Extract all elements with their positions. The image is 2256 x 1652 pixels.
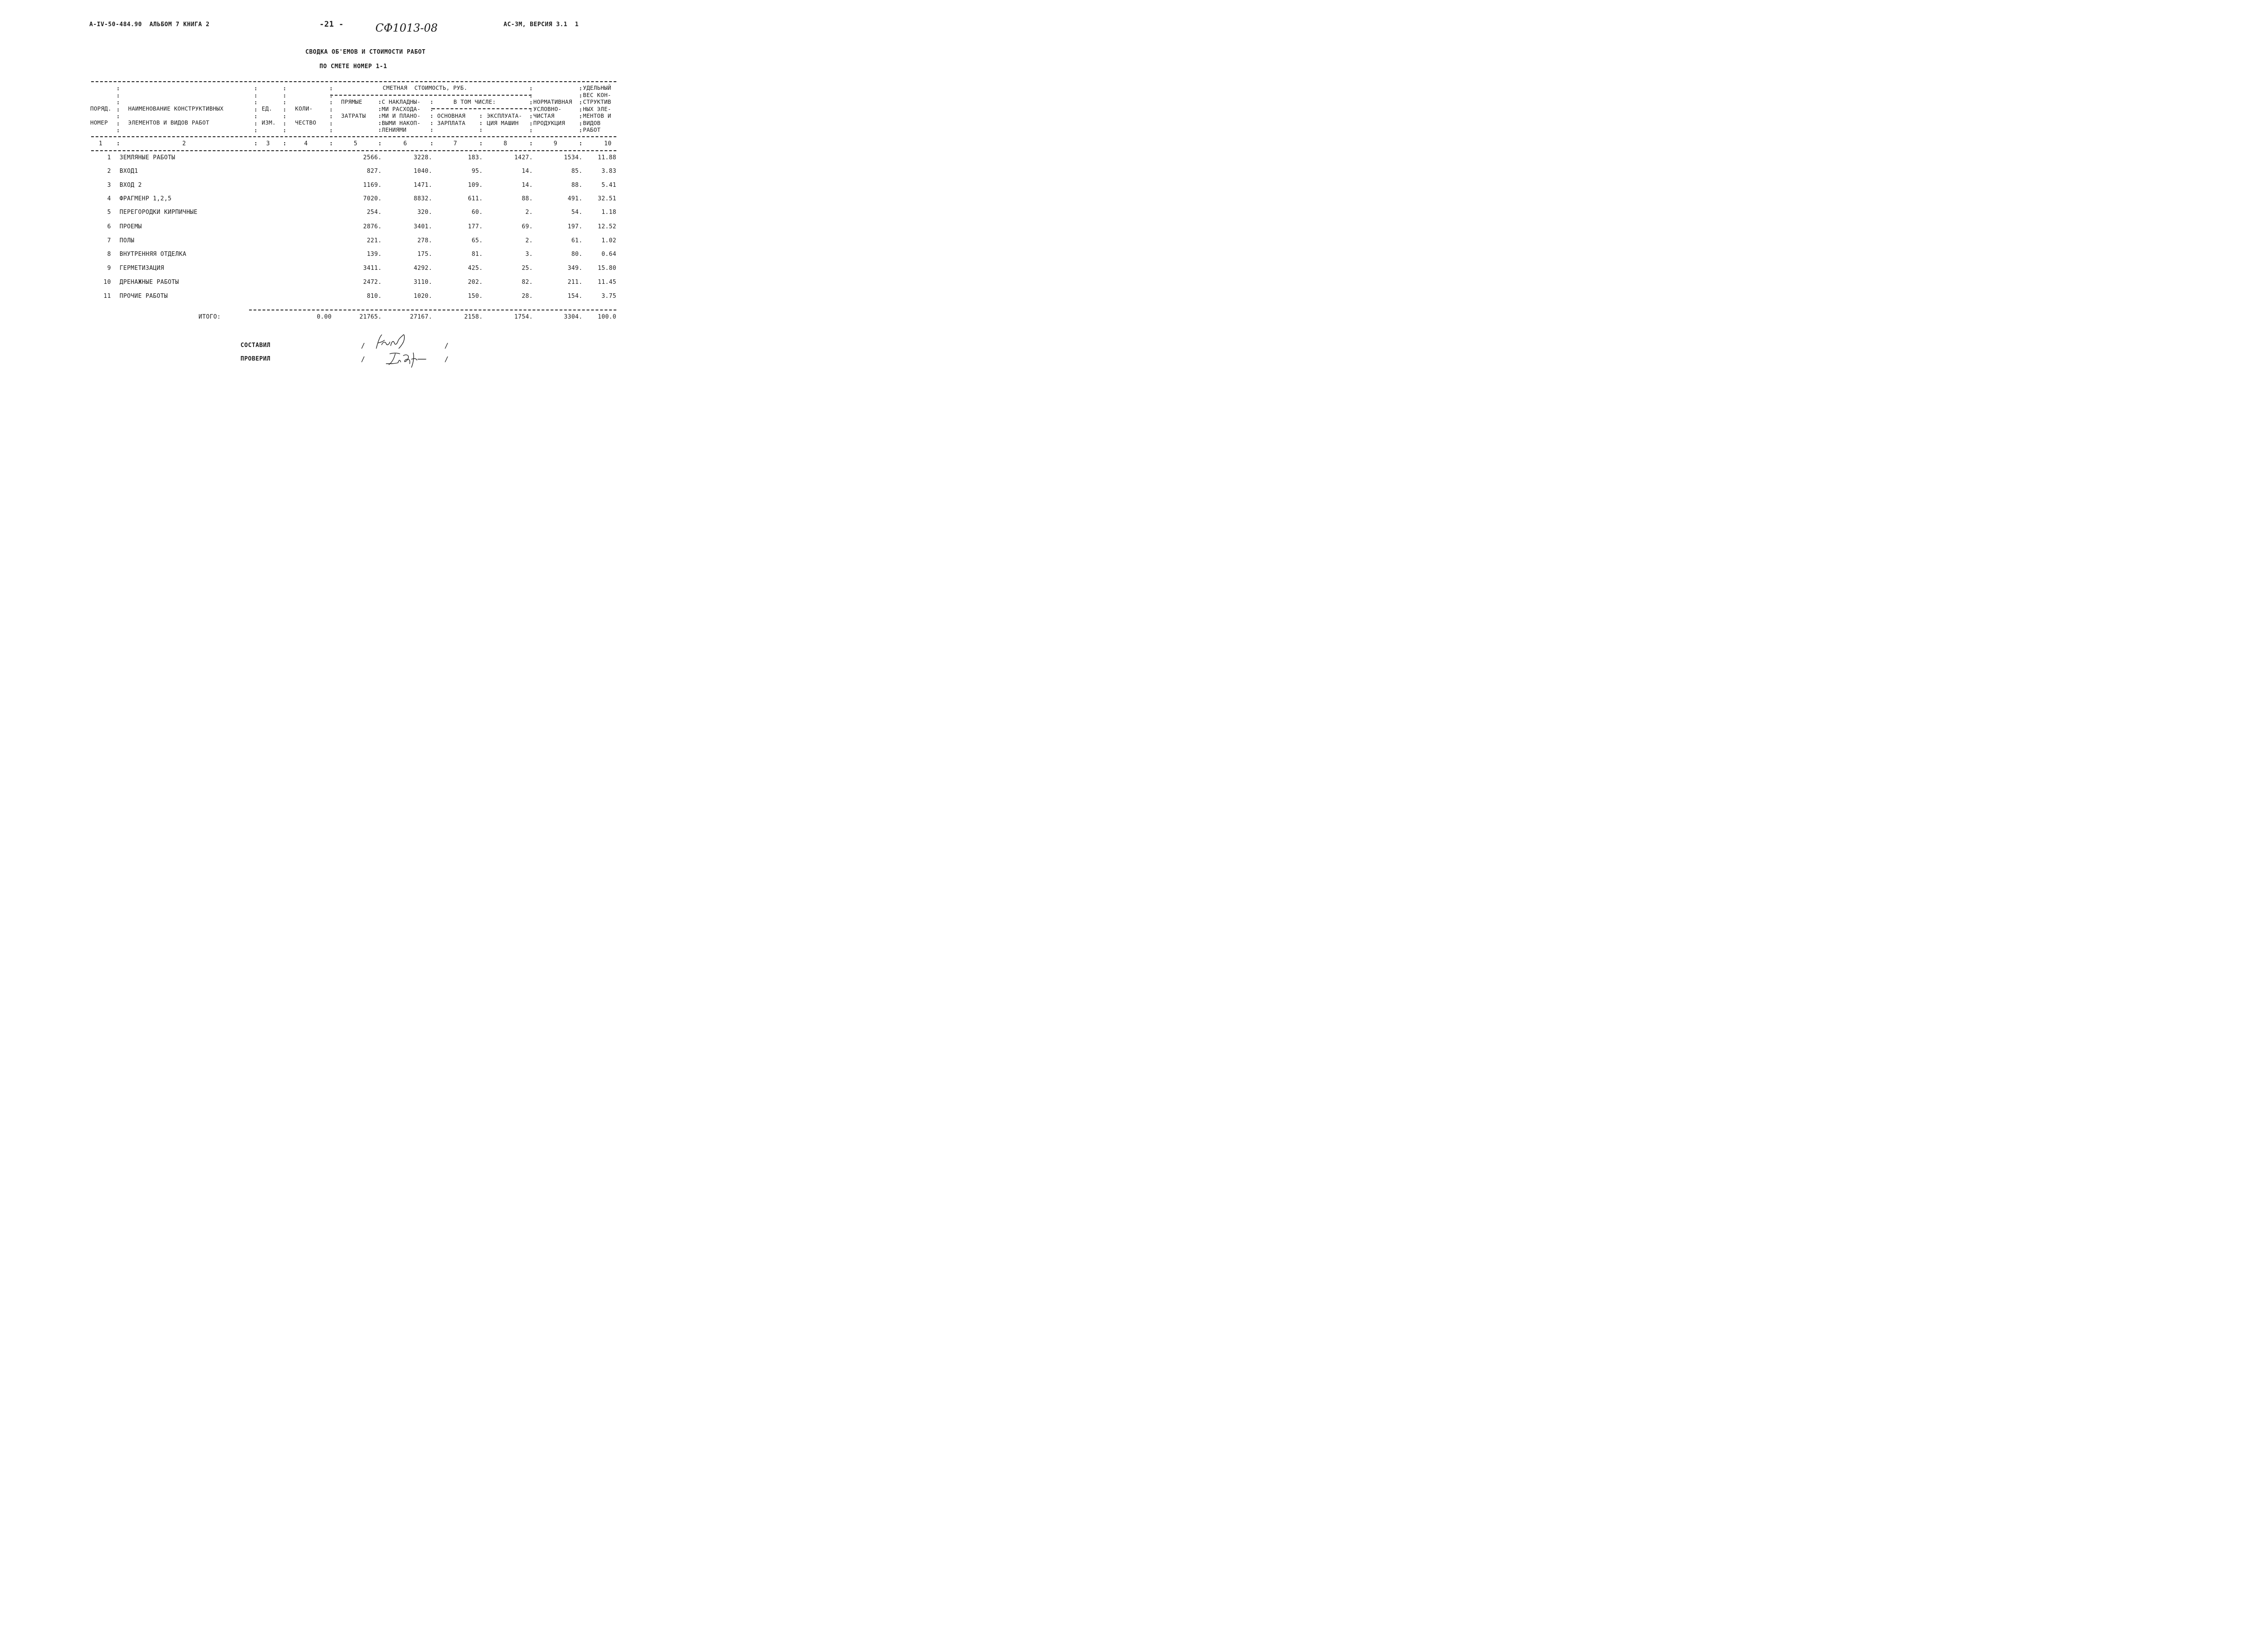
- column-number: 7: [453, 140, 458, 147]
- column-separator: :: [329, 140, 333, 147]
- header-including: В ТОМ ЧИСЛЕ:: [453, 98, 496, 105]
- signature-delimiter: /: [444, 342, 449, 350]
- total-machine-operation: 1754.: [514, 314, 533, 320]
- row-name: ВХОД 2: [120, 182, 142, 189]
- table-row: [0, 154, 702, 163]
- cell-share: 1.02: [601, 237, 616, 244]
- cell-base-salary: 425.: [468, 265, 483, 272]
- table-row: [0, 223, 702, 232]
- row-number: 2: [107, 168, 111, 175]
- header-order-number: ПОРЯД. НОМЕР: [90, 105, 111, 126]
- row-number: 1: [107, 154, 111, 161]
- cell-machine-operation: 88.: [522, 195, 533, 202]
- cell-base-salary: 109.: [468, 182, 483, 189]
- cell-net-production: 80.: [571, 251, 582, 258]
- handwritten-signature: [384, 350, 430, 368]
- column-number: 8: [504, 140, 508, 147]
- total-label: ИТОГО:: [199, 314, 221, 320]
- column-number: 1: [99, 140, 103, 147]
- row-name: ПОЛЫ: [120, 237, 134, 244]
- column-number-rule: [91, 150, 616, 151]
- cell-base-salary: 202.: [468, 279, 483, 286]
- column-separator: : : : : : : :: [529, 85, 533, 134]
- table-row: [0, 279, 702, 288]
- cell-direct-costs: 2472.: [363, 279, 382, 286]
- table-row: [0, 293, 702, 302]
- cell-net-production: 85.: [571, 168, 582, 175]
- compiled-by-label: СОСТАВИЛ: [240, 342, 271, 349]
- row-name: ДРЕНАЖНЫЕ РАБОТЫ: [120, 279, 179, 286]
- row-name: ПЕРЕГОРОДКИ КИРПИЧНЫЕ: [120, 209, 198, 216]
- cell-base-salary: 60.: [472, 209, 483, 216]
- cell-net-production: 349.: [568, 265, 582, 272]
- signature-delimiter: /: [444, 355, 449, 363]
- total-with-overhead: 27167.: [410, 314, 432, 320]
- row-name: ФРАГМЕНР 1,2,5: [120, 195, 172, 202]
- column-separator: : : : : : : :: [254, 85, 258, 134]
- cell-direct-costs: 139.: [367, 251, 382, 258]
- column-separator: :: [479, 140, 483, 147]
- cell-share: 32.51: [597, 195, 616, 202]
- cell-share: 3.83: [601, 168, 616, 175]
- row-number: 3: [107, 182, 111, 189]
- table-row: [0, 182, 702, 191]
- column-separator: :: [378, 140, 382, 147]
- header-direct-costs: ПРЯМЫЕ ЗАТРАТЫ: [341, 98, 366, 119]
- cell-with-overhead: 3228.: [413, 154, 432, 161]
- cell-with-overhead: 175.: [417, 251, 432, 258]
- row-number: 10: [103, 279, 111, 286]
- header-net-production: НОРМАТИВНАЯ УСЛОВНО- ЧИСТАЯ ПРОДУКЦИЯ: [533, 98, 573, 126]
- column-number: 4: [304, 140, 308, 147]
- cell-direct-costs: 2876.: [363, 223, 382, 230]
- total-net-production: 3304.: [564, 314, 582, 320]
- row-number: 6: [107, 223, 111, 230]
- column-number: 6: [403, 140, 407, 147]
- column-separator: :: [254, 140, 258, 147]
- cell-share: 3.75: [601, 293, 616, 300]
- header-quantity: КОЛИ- ЧЕСТВО: [295, 105, 316, 126]
- cell-base-salary: 150.: [468, 293, 483, 300]
- cell-with-overhead: 278.: [417, 237, 432, 244]
- cell-with-overhead: 8832.: [413, 195, 432, 202]
- column-separator: :: [116, 140, 120, 147]
- row-name: ГЕРМЕТИЗАЦИЯ: [120, 265, 164, 272]
- cell-with-overhead: 1040.: [413, 168, 432, 175]
- cell-direct-costs: 7020.: [363, 195, 382, 202]
- cell-share: 11.45: [597, 279, 616, 286]
- checked-by-label: ПРОВЕРИЛ: [240, 356, 271, 362]
- column-number: 5: [354, 140, 358, 147]
- document-page: [0, 0, 702, 506]
- cell-machine-operation: 28.: [522, 293, 533, 300]
- row-number: 7: [107, 237, 111, 244]
- column-separator: : : : : : : :: [579, 85, 582, 134]
- column-separator: : : :: [479, 112, 483, 133]
- signature-delimiter: /: [361, 355, 365, 363]
- handwritten-signature: [374, 332, 410, 352]
- cell-base-salary: 65.: [472, 237, 483, 244]
- cell-direct-costs: 254.: [367, 209, 382, 216]
- header-unit: ЕД. ИЗМ.: [262, 105, 276, 126]
- table-row: [0, 265, 702, 274]
- column-number-row: [0, 140, 702, 149]
- cell-net-production: 491.: [568, 195, 582, 202]
- cell-with-overhead: 1020.: [413, 293, 432, 300]
- column-separator: : : : : : : :: [116, 85, 120, 134]
- cell-machine-operation: 1427.: [514, 154, 533, 161]
- total-row: [0, 314, 702, 323]
- total-quantity: 0.00: [317, 314, 332, 320]
- cell-machine-operation: 2.: [525, 209, 533, 216]
- total-base-salary: 2158.: [464, 314, 483, 320]
- row-number: 5: [107, 209, 111, 216]
- header-bottom-rule: [91, 136, 616, 137]
- cell-share: 11.88: [597, 154, 616, 161]
- document-subtitle: ПО СМЕТЕ НОМЕР 1-1: [319, 63, 387, 70]
- cell-with-overhead: 3110.: [413, 279, 432, 286]
- column-number: 10: [604, 140, 612, 147]
- cell-share: 12.52: [597, 223, 616, 230]
- column-separator: : : : : :: [378, 98, 382, 133]
- row-name: ПРОЧИЕ РАБОТЫ: [120, 293, 168, 300]
- column-number: 2: [182, 140, 186, 147]
- table-row: [0, 195, 702, 204]
- row-number: 9: [107, 265, 111, 272]
- cell-direct-costs: 810.: [367, 293, 382, 300]
- header-machine-operation: ЭКСПЛУАТА- ЦИЯ МАШИН: [487, 112, 522, 126]
- cell-net-production: 54.: [571, 209, 582, 216]
- cell-share: 1.18: [601, 209, 616, 216]
- cell-direct-costs: 2566.: [363, 154, 382, 161]
- column-number: 9: [554, 140, 558, 147]
- cell-machine-operation: 14.: [522, 168, 533, 175]
- table-top-rule: [91, 81, 616, 82]
- cell-net-production: 211.: [568, 279, 582, 286]
- header-cost-group: СМЕТНАЯ СТОИМОСТЬ, РУБ.: [383, 84, 467, 91]
- cell-base-salary: 177.: [468, 223, 483, 230]
- cell-direct-costs: 3411.: [363, 265, 382, 272]
- subgroup-rule: [432, 108, 532, 109]
- row-name: ПРОЕМЫ: [120, 223, 142, 230]
- document-title: СВОДКА ОБ'ЕМОВ И СТОИМОСТИ РАБОТ: [305, 49, 426, 56]
- row-name: ВХОД1: [120, 168, 139, 175]
- cell-machine-operation: 2.: [525, 237, 533, 244]
- cell-machine-operation: 14.: [522, 182, 533, 189]
- header-base-salary: ОСНОВНАЯ ЗАРПЛАТА: [437, 112, 466, 126]
- document-code: А-IV-50-484.90 АЛЬБОМ 7 КНИГА 2: [89, 21, 210, 28]
- table-row: [0, 209, 702, 218]
- row-number: 8: [107, 251, 111, 258]
- total-share: 100.0: [597, 314, 616, 320]
- table-row: [0, 237, 702, 246]
- column-separator: : : : : : : :: [329, 85, 333, 134]
- signature-delimiter: /: [361, 342, 365, 350]
- software-version: АС-3М, ВЕРСИЯ 3.1 1: [504, 21, 579, 28]
- table-row: [0, 168, 702, 177]
- cell-direct-costs: 221.: [367, 237, 382, 244]
- cell-machine-operation: 69.: [522, 223, 533, 230]
- cost-group-rule: [330, 95, 532, 96]
- header-share: УДЕЛЬНЫЙ ВЕС КОН- СТРУКТИВ НЫХ ЭЛЕ- МЕНТОВ И ВИДОВ РАБОТ: [583, 84, 611, 133]
- cell-with-overhead: 4292.: [413, 265, 432, 272]
- cell-net-production: 61.: [571, 237, 582, 244]
- column-separator: : : : : :: [430, 98, 434, 133]
- page-number: -21 -: [319, 20, 344, 29]
- cell-machine-operation: 82.: [522, 279, 533, 286]
- row-number: 11: [103, 293, 111, 300]
- cell-direct-costs: 1169.: [363, 182, 382, 189]
- column-separator: :: [430, 140, 434, 147]
- cell-base-salary: 183.: [468, 154, 483, 161]
- cell-share: 0.64: [601, 251, 616, 258]
- table-row: [0, 251, 702, 260]
- cell-machine-operation: 25.: [522, 265, 533, 272]
- cell-with-overhead: 320.: [417, 209, 432, 216]
- column-separator: : : : : : : :: [283, 85, 287, 134]
- cell-net-production: 197.: [568, 223, 582, 230]
- column-separator: :: [579, 140, 583, 147]
- cell-with-overhead: 3401.: [413, 223, 432, 230]
- total-direct-costs: 21765.: [359, 314, 382, 320]
- cell-direct-costs: 827.: [367, 168, 382, 175]
- row-number: 4: [107, 195, 111, 202]
- cell-with-overhead: 1471.: [413, 182, 432, 189]
- cell-net-production: 154.: [568, 293, 582, 300]
- cell-share: 15.80: [597, 265, 616, 272]
- cell-base-salary: 95.: [472, 168, 483, 175]
- cell-net-production: 1534.: [564, 154, 582, 161]
- row-name: ВНУТРЕННЯЯ ОТДЕЛКА: [120, 251, 187, 258]
- row-name: ЗЕМЛЯНЫЕ РАБОТЫ: [120, 154, 176, 161]
- header-with-overhead: С НАКЛАДНЫ- МИ РАСХОДА- МИ И ПЛАНО- ВЫМИ НАКОП- ЛЕНИЯМИ: [382, 98, 421, 133]
- header-name: НАИМЕНОВАНИЕ КОНСТРУКТИВНЫХ ЭЛЕМЕНТОВ И ВИДОВ РАБОТ: [128, 105, 224, 126]
- cell-share: 5.41: [601, 182, 616, 189]
- column-separator: :: [283, 140, 287, 147]
- cell-machine-operation: 3.: [525, 251, 533, 258]
- cell-net-production: 88.: [571, 182, 582, 189]
- handwritten-stamp: СФ1013-08: [375, 22, 438, 34]
- cell-base-salary: 611.: [468, 195, 483, 202]
- column-number: 3: [266, 140, 270, 147]
- column-separator: :: [529, 140, 533, 147]
- cell-base-salary: 81.: [472, 251, 483, 258]
